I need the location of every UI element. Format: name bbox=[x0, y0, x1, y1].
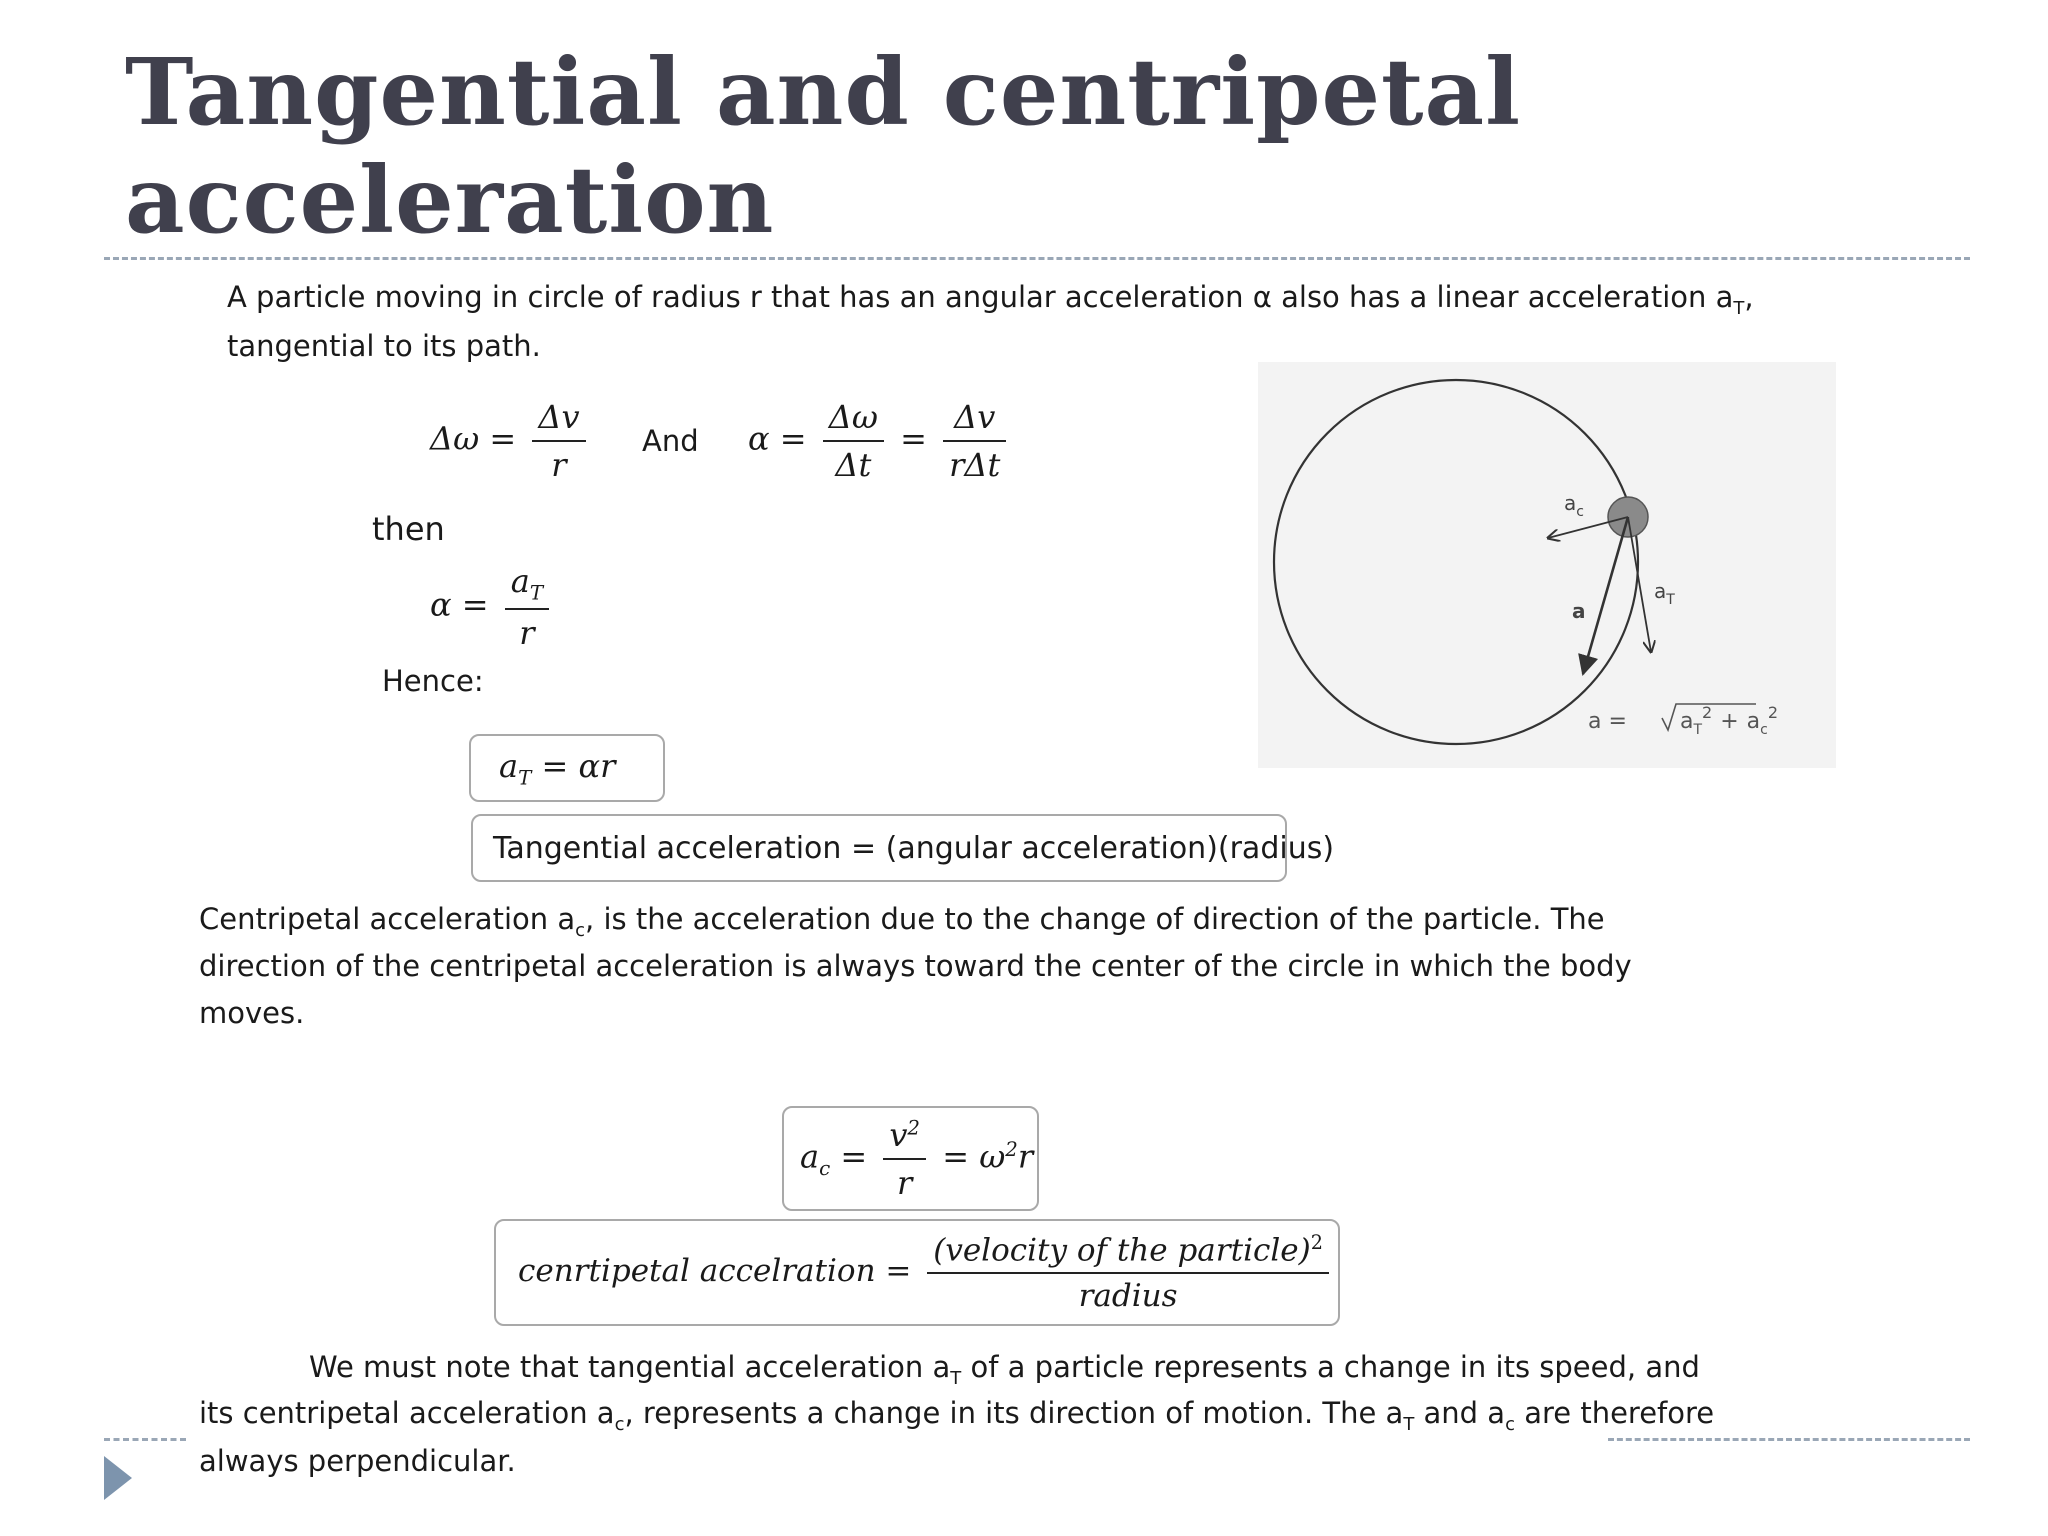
path-circle bbox=[1274, 380, 1638, 744]
box4-denominator: radius bbox=[1078, 1278, 1178, 1315]
eq2-denominator-2: rΔt bbox=[949, 446, 1001, 484]
label-a: a bbox=[1572, 599, 1586, 623]
box1-rhs: = αr bbox=[531, 746, 616, 785]
tangential-definition-box bbox=[471, 814, 1335, 882]
centripetal-sub-c: c bbox=[575, 919, 586, 941]
box3-rhs-r: r bbox=[1017, 1137, 1034, 1175]
box2-text: Tangential acceleration = (angular acceleration)(radius) bbox=[493, 830, 1335, 866]
box3-lhs-sub: c bbox=[819, 1156, 831, 1180]
centripetal-text-1b: , is the acceleration due to the change of direction of the particle. The bbox=[585, 902, 1605, 936]
tangential-formula-box bbox=[469, 734, 665, 802]
circular-motion-diagram bbox=[1258, 362, 1836, 768]
eq2-equals: = bbox=[900, 419, 927, 458]
eq3-denominator: r bbox=[519, 614, 535, 653]
eq2-denominator-1: Δt bbox=[835, 446, 872, 484]
intro-comma: , bbox=[1744, 280, 1754, 314]
formula-radicand: $a_T^2 + a_c^2$ bbox=[1680, 703, 1779, 738]
note-sub-c1: c bbox=[614, 1413, 625, 1435]
box4-fraction bbox=[927, 1231, 1329, 1314]
equation-alpha bbox=[748, 398, 1012, 484]
box3-num-sup: 2 bbox=[907, 1115, 921, 1139]
box1-sub: T bbox=[518, 766, 532, 790]
intro-text-1: A particle moving in circle of radius r that has an angular acceleration α also has a linear acceleration a bbox=[227, 280, 1734, 314]
box3-denominator: r bbox=[897, 1163, 913, 1202]
centripetal-text-1a: Centripetal acceleration a bbox=[199, 902, 576, 936]
eq1-denominator: r bbox=[551, 446, 567, 484]
box3-rhs: = ω bbox=[942, 1137, 1006, 1175]
box3-formula bbox=[800, 1116, 1033, 1202]
eq3-fraction bbox=[505, 562, 549, 652]
then-label: then bbox=[372, 510, 445, 548]
hence-label: Hence: bbox=[382, 664, 484, 698]
equation-alpha-at bbox=[430, 562, 555, 652]
title-line-2: acceleration bbox=[125, 146, 775, 254]
note-text-2b: , represents a change in its direction of motion. The a bbox=[624, 1396, 1404, 1430]
eq2-numerator-1: Δω bbox=[823, 398, 884, 442]
eq3-numerator bbox=[505, 562, 549, 610]
box1-formula bbox=[499, 747, 615, 789]
box4-formula bbox=[518, 1231, 1335, 1314]
box4-num-text: (velocity of the particle) bbox=[933, 1232, 1311, 1269]
centripetal-line-3: moves. bbox=[199, 996, 305, 1030]
note-sub-t: T bbox=[950, 1367, 962, 1389]
box4-numerator bbox=[927, 1231, 1329, 1274]
eq3-num-a: a bbox=[510, 562, 530, 600]
eq2-lhs: α = bbox=[748, 419, 807, 458]
box4-lhs: cenrtipetal accelration = bbox=[518, 1253, 912, 1289]
note-text-2a: its centripetal acceleration a bbox=[199, 1396, 615, 1430]
box4-num-sup: 2 bbox=[1310, 1230, 1323, 1254]
intro-line-2: tangential to its path. bbox=[227, 329, 541, 363]
note-text-2c: and a bbox=[1414, 1396, 1506, 1430]
box3-equals: = bbox=[830, 1137, 868, 1175]
box3-num-v: v bbox=[889, 1115, 908, 1154]
label-ac: $a_c$ bbox=[1564, 491, 1584, 520]
centripetal-line-2: direction of the centripetal acceleration is always toward the center of the circle in which the body bbox=[199, 949, 1632, 983]
and-label: And bbox=[642, 424, 699, 458]
vector-at bbox=[1628, 517, 1651, 652]
box3-numerator bbox=[883, 1116, 926, 1160]
diagram-svg bbox=[1258, 362, 1836, 768]
box3-fraction bbox=[883, 1116, 926, 1202]
equation-delta-omega bbox=[430, 398, 592, 484]
eq1-fraction bbox=[532, 398, 585, 484]
title-divider bbox=[104, 257, 1970, 260]
eq2-fraction-2 bbox=[943, 398, 1006, 484]
note-text-1b: of a particle represents a change in its speed, and bbox=[961, 1350, 1700, 1384]
label-at: $a_T$ bbox=[1654, 579, 1675, 608]
note-text-1a: We must note that tangential acceleration a bbox=[309, 1350, 951, 1384]
footer-divider-left bbox=[104, 1438, 186, 1441]
box3-lhs: a bbox=[800, 1137, 820, 1175]
eq2-fraction-1 bbox=[823, 398, 884, 484]
eq1-lhs: Δω = bbox=[430, 419, 517, 458]
note-line-3: always perpendicular. bbox=[199, 1444, 516, 1478]
eq3-num-sub: T bbox=[529, 581, 544, 605]
box3-rhs-sup: 2 bbox=[1005, 1137, 1018, 1161]
box1-a: a bbox=[499, 746, 519, 785]
eq2-numerator-2: Δv bbox=[943, 398, 1006, 442]
centripetal-formula-box bbox=[782, 1106, 1039, 1211]
eq3-lhs: α = bbox=[430, 585, 489, 624]
slide-title bbox=[125, 38, 1521, 254]
formula-lhs: a = bbox=[1588, 709, 1627, 734]
centripetal-definition-box bbox=[494, 1219, 1340, 1326]
note-sub-t2: T bbox=[1403, 1413, 1415, 1435]
eq1-numerator: Δv bbox=[532, 398, 585, 442]
title-line-1: Tangential and centripetal bbox=[125, 38, 1522, 146]
note-text-2d: are therefore bbox=[1514, 1396, 1715, 1430]
magnitude-formula bbox=[1588, 703, 1778, 738]
slide-nav-arrow-icon[interactable] bbox=[104, 1456, 132, 1500]
vector-a bbox=[1583, 517, 1628, 674]
note-sub-c2: c bbox=[1505, 1413, 1515, 1435]
intro-sub-t: T bbox=[1733, 297, 1745, 319]
